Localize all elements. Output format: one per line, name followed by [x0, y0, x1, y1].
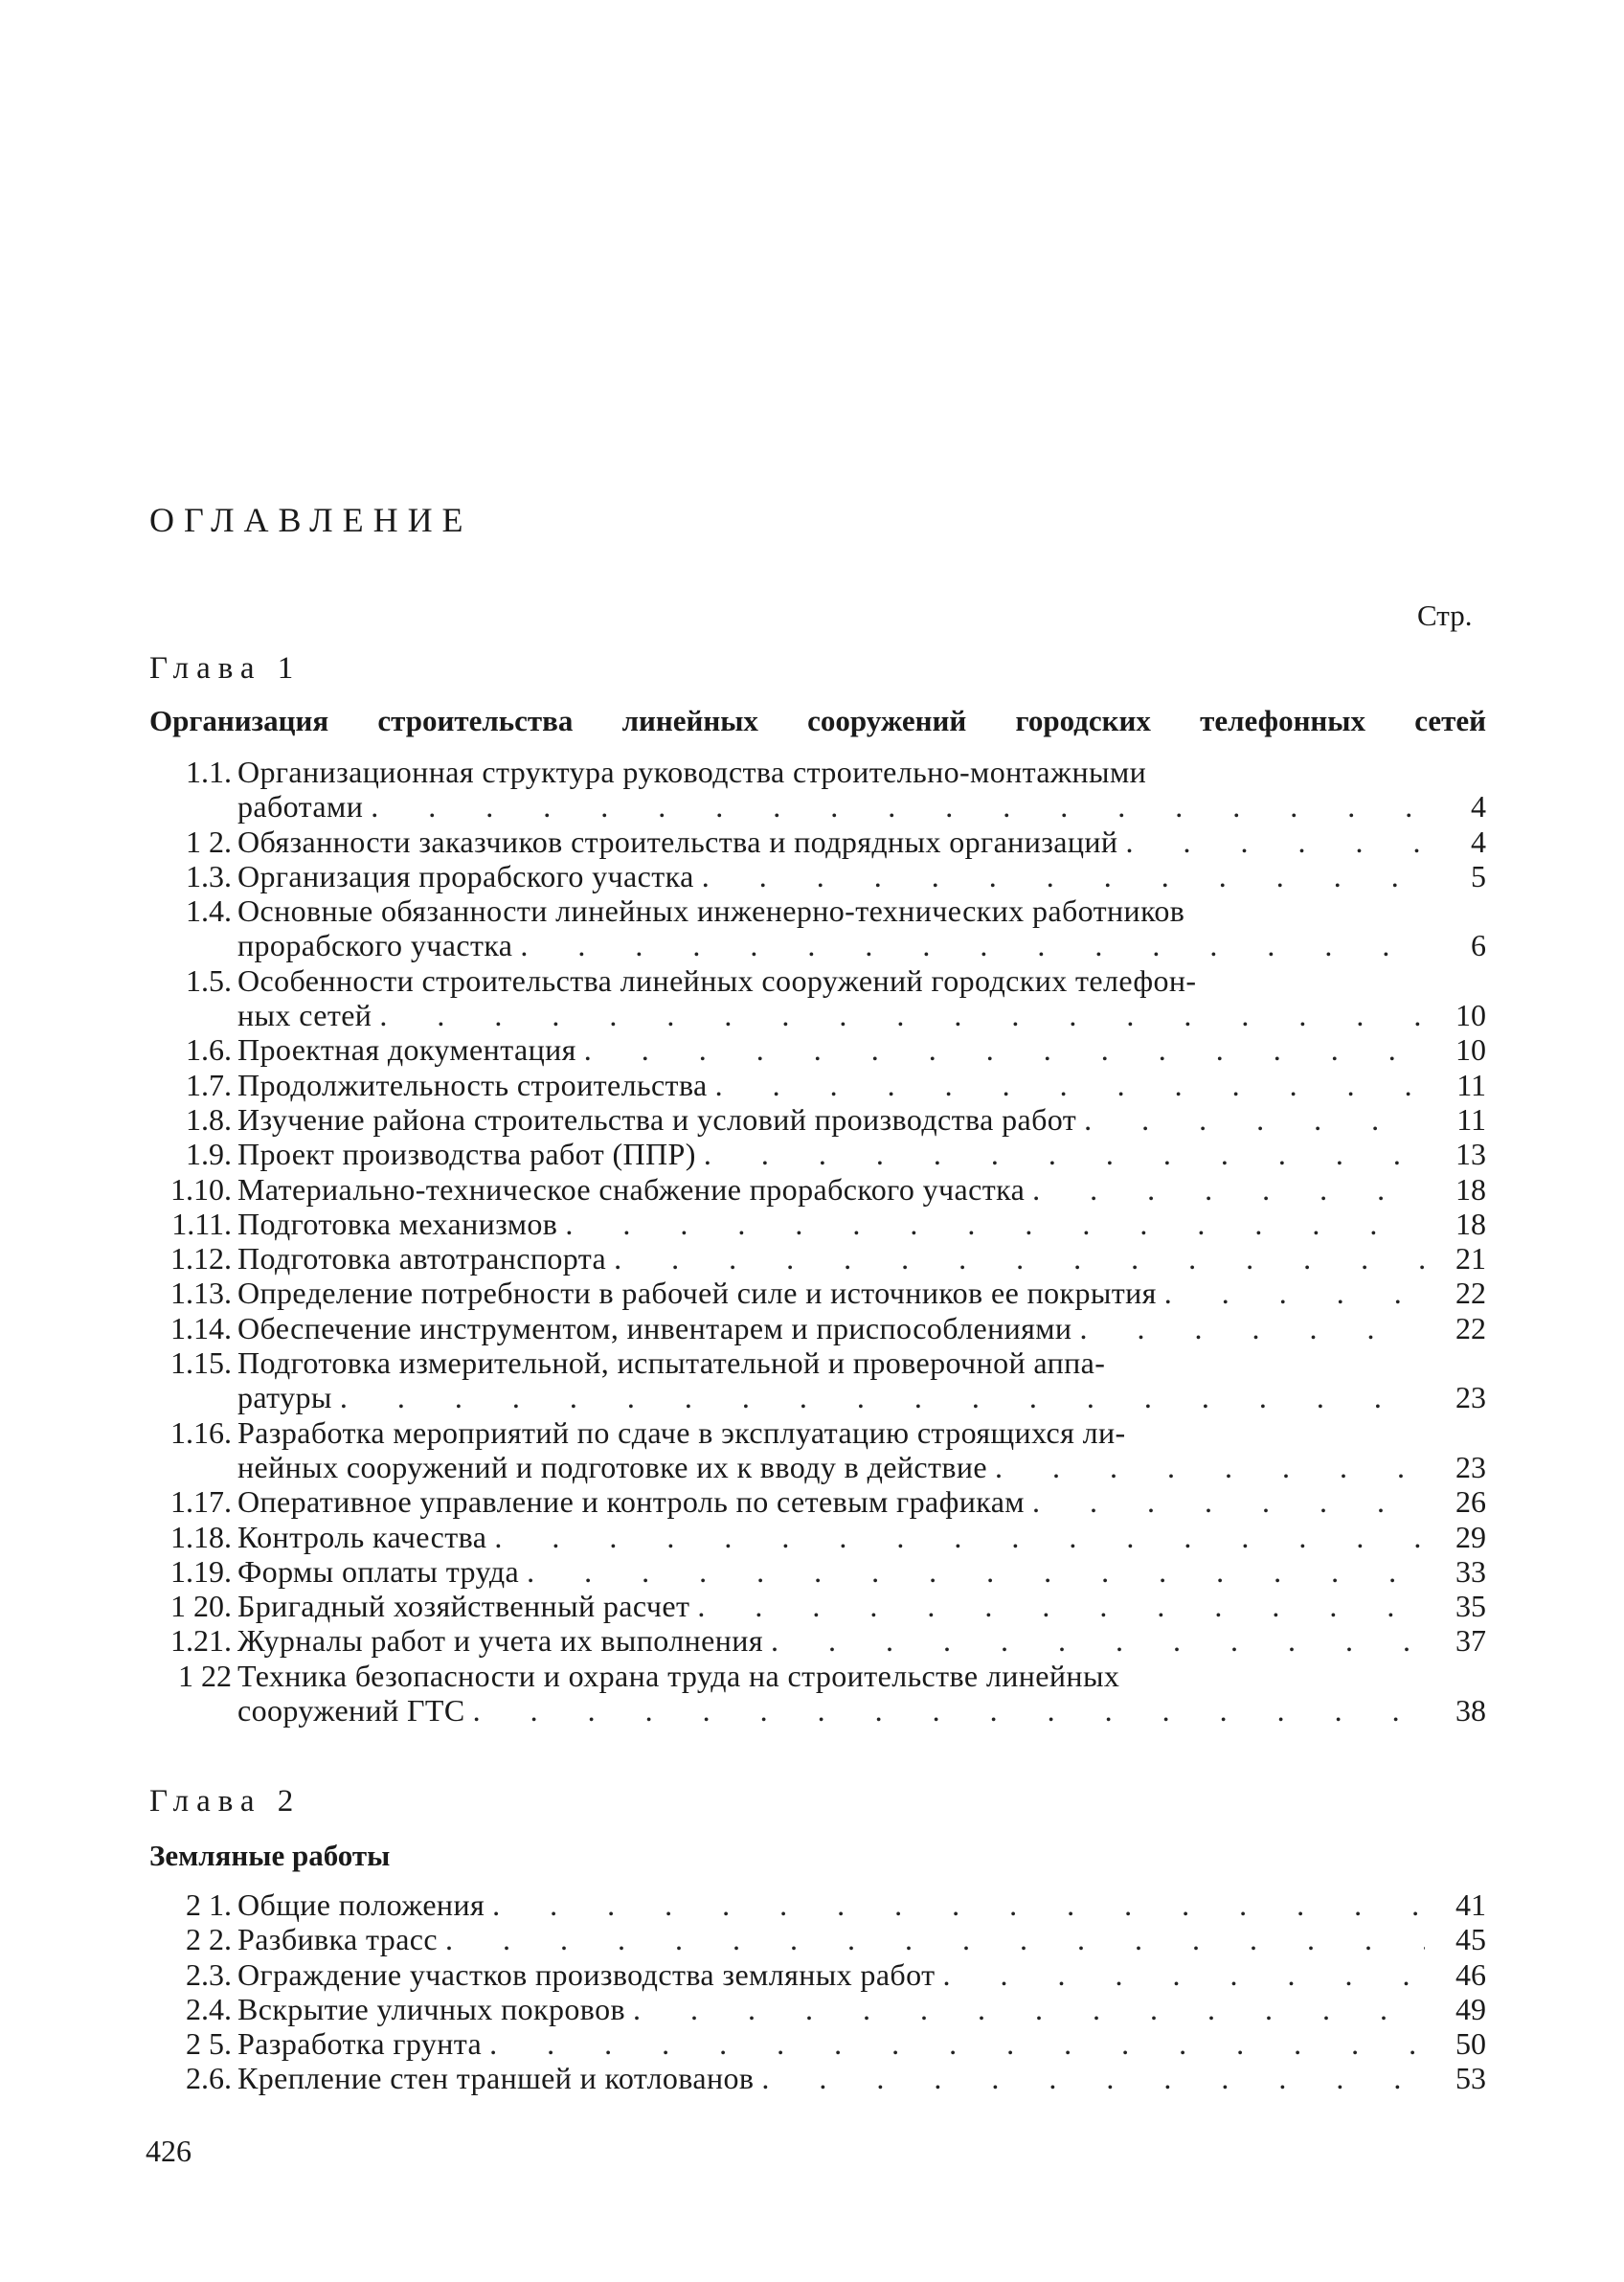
toc-entry-title-line: Обеспечение инструментом, инвентарем и приспособлениями [237, 1310, 1072, 1345]
toc-entry-title [237, 1659, 1438, 1728]
toc-entry-title [237, 1032, 1438, 1067]
toc-entry-last-line [237, 1102, 1438, 1137]
chapter-title-2: Земляные работы [149, 1839, 391, 1872]
toc-entry-title-line: работами [237, 789, 364, 825]
toc-entry-last-line [237, 1241, 1438, 1276]
dot-leader [520, 928, 1425, 962]
toc-entry-number: 1.11. [171, 1206, 232, 1241]
dot-leader [489, 2026, 1425, 2061]
dot-leader [1084, 1102, 1425, 1137]
toc-entry-last-line [237, 1623, 1438, 1658]
toc-entry-title [237, 1554, 1438, 1589]
toc-entry [149, 1957, 1486, 1992]
toc-entry [149, 1484, 1486, 1519]
toc-entry-title-line: Разбивка трасс [237, 1922, 439, 1957]
toc-entry-title-line: Разработка грунта [237, 2026, 483, 2062]
toc-entry-number: 1.8. [186, 1101, 232, 1137]
toc-entry-title [237, 1589, 1438, 1623]
toc-entry-title [237, 1241, 1438, 1276]
toc-entry-last-line [237, 1276, 1438, 1310]
toc-entry-title-line: Проект производства работ (ППР) [237, 1137, 696, 1172]
toc-entry [149, 755, 1486, 825]
toc-entry-page: 18 [1455, 1206, 1486, 1241]
toc-entry-number: 1.7. [186, 1067, 232, 1102]
toc-entry-title-line: ных сетей [237, 998, 372, 1033]
toc-entry [149, 893, 1486, 963]
toc-entry-last-line [237, 928, 1438, 962]
toc-entry-title [237, 963, 1438, 1033]
toc-entry [149, 1276, 1486, 1310]
toc-entry-page: 53 [1455, 2061, 1486, 2096]
toc-entry-last-line [237, 2061, 1438, 2095]
dot-leader [445, 1922, 1425, 1956]
toc-entry [149, 1922, 1486, 1956]
toc-entry-page: 23 [1455, 1380, 1486, 1415]
toc-entry-title [237, 893, 1438, 963]
toc-entry-title-line: Контроль качества [237, 1519, 487, 1554]
toc-entry-title-line: нейных сооружений и подготовке их к вводу в действие [237, 1449, 988, 1484]
toc-entry-title-line: Организация прорабского участка [237, 858, 694, 893]
toc-entry-page: 11 [1456, 1067, 1486, 1102]
toc-entry [149, 1415, 1486, 1485]
toc-entry [149, 1992, 1486, 2026]
dot-leader [1032, 1484, 1425, 1519]
toc-entry-title [237, 1345, 1438, 1415]
toc-entry [149, 859, 1486, 893]
dot-leader [565, 1207, 1425, 1241]
toc-entry-title-line: Подготовка автотранспорта [237, 1241, 607, 1277]
dot-leader [527, 1554, 1425, 1589]
toc-entry-title [237, 1887, 1438, 1922]
chapter-label-2: Глава 2 [149, 1784, 302, 1819]
toc-entry-page: 50 [1455, 2026, 1486, 2062]
toc-entry-title [237, 755, 1438, 825]
toc-entry [149, 1172, 1486, 1207]
dot-leader [371, 789, 1425, 824]
dot-leader [715, 1068, 1425, 1102]
toc-entry [149, 1032, 1486, 1067]
page-title: ОГЛАВЛЕНИЕ [149, 501, 473, 539]
toc-entry [149, 1137, 1486, 1171]
toc-entry-page: 35 [1455, 1589, 1486, 1624]
toc-entry [149, 1623, 1486, 1658]
toc-entry-title-line: Журналы работ и учета их выполнения [237, 1623, 763, 1659]
toc-entry-title-line: ратуры [237, 1380, 332, 1415]
toc-entry [149, 825, 1486, 859]
toc-entry-last-line [237, 1887, 1438, 1922]
toc-entry-number: 1.1. [186, 755, 232, 789]
toc-entry-title-line: Техника безопасности и охрана труда на строительстве линейных [237, 1658, 1120, 1693]
toc-entry-title-line: сооружений ГТС [237, 1693, 465, 1728]
toc-entry-title [237, 1623, 1438, 1658]
toc-entry-title-line: Проектная документация [237, 1032, 576, 1068]
dot-leader [702, 859, 1425, 893]
dot-leader [1164, 1276, 1425, 1310]
toc-entry-last-line [237, 1032, 1438, 1067]
dot-leader [633, 1992, 1425, 2026]
toc-entry [149, 1068, 1486, 1102]
toc-entry-page: 22 [1455, 1276, 1486, 1311]
toc-entry-number: 1.6. [186, 1032, 232, 1068]
toc-entry-page: 10 [1455, 998, 1486, 1033]
chapter-label-1: Глава 1 [149, 651, 302, 686]
toc-entry-last-line [237, 825, 1438, 859]
toc-entry-title-line: Ограждение участков производства земляных работ [237, 1956, 936, 1992]
toc-list-chapter-2 [149, 1887, 1486, 2096]
toc-entry-last-line [237, 1311, 1438, 1345]
toc-entry-title-line: Изучение района строительства и условий производства работ [237, 1101, 1077, 1137]
toc-entry-title [237, 2026, 1438, 2061]
toc-entry-title [237, 1311, 1438, 1345]
toc-entry-last-line [237, 1957, 1438, 1992]
toc-entry-title-line: Особенности строительства линейных сооружений городских телефон- [237, 962, 1197, 998]
toc-entry-number: 1.19. [170, 1553, 232, 1589]
toc-entry-title-line: прорабского участка [237, 928, 513, 963]
toc-entry-title [237, 1068, 1438, 1102]
toc-entry-page: 18 [1455, 1171, 1486, 1207]
dot-leader [1079, 1311, 1425, 1345]
toc-entry [149, 1554, 1486, 1589]
toc-entry-title [237, 1520, 1438, 1554]
dot-leader [995, 1450, 1425, 1484]
dot-leader [494, 1520, 1425, 1554]
toc-entry-page: 10 [1455, 1032, 1486, 1068]
dot-leader [340, 1380, 1425, 1414]
toc-entry-last-line [237, 1922, 1438, 1956]
toc-entry-title [237, 2061, 1438, 2095]
toc-entry-page: 26 [1455, 1484, 1486, 1520]
toc-entry-title [237, 825, 1438, 859]
dot-leader [379, 998, 1425, 1032]
toc-entry [149, 1520, 1486, 1554]
dot-leader [942, 1957, 1425, 1992]
toc-entry-number: 1 2. [186, 824, 232, 859]
toc-entry-last-line [237, 2026, 1438, 2061]
toc-entry-number: 2 2. [186, 1922, 232, 1957]
dot-leader [473, 1693, 1425, 1728]
dot-leader [771, 1623, 1425, 1658]
toc-entry-page: 46 [1455, 1956, 1486, 1992]
toc-entry-page: 21 [1455, 1241, 1486, 1277]
toc-entry-last-line [237, 1137, 1438, 1171]
toc-entry-number: 1.13. [170, 1276, 232, 1311]
toc-entry-number: 1.16. [170, 1414, 232, 1450]
toc-entry-title [237, 1137, 1438, 1171]
toc-entry-last-line [237, 998, 1438, 1032]
toc-entry [149, 1887, 1486, 1922]
toc-entry-title [237, 1415, 1438, 1485]
chapter-title-1: Организация строительства линейных сооружений городских телефонных сетей [149, 704, 1486, 737]
toc-entry-page: 4 [1471, 824, 1486, 859]
toc-entry [149, 1207, 1486, 1241]
toc-entry-page: 38 [1455, 1693, 1486, 1728]
toc-entry-title-line: Крепление стен траншей и котлованов [237, 2061, 755, 2096]
toc-entry-title [237, 1992, 1438, 2026]
toc-entry-last-line [237, 1450, 1438, 1484]
toc-entry-page: 37 [1455, 1623, 1486, 1659]
toc-entry-title [237, 1922, 1438, 1956]
dot-leader [614, 1241, 1425, 1276]
toc-entry-last-line [237, 1520, 1438, 1554]
toc-entry-title-line: Основные обязанности линейных инженерно-технических работников [237, 893, 1185, 929]
toc-entry-page: 13 [1455, 1137, 1486, 1172]
page-number: 426 [146, 2134, 192, 2168]
page-column-header: Стр. [1417, 599, 1473, 632]
toc-entry-page: 33 [1455, 1553, 1486, 1589]
toc-entry [149, 2026, 1486, 2061]
toc-entry-title-line: Бригадный хозяйственный расчет [237, 1589, 690, 1624]
toc-entry-page: 6 [1471, 928, 1486, 963]
toc-entry-number: 2.6. [186, 2061, 232, 2096]
toc-entry-last-line [237, 1992, 1438, 2026]
toc-entry-page: 45 [1455, 1922, 1486, 1957]
toc-entry [149, 1311, 1486, 1345]
toc-entry-title-line: Организационная структура руководства строительно-монтажными [237, 755, 1147, 789]
toc-entry-title-line: Оперативное управление и контроль по сетевым графикам [237, 1484, 1025, 1520]
toc-entry-number: 1.15. [170, 1345, 232, 1381]
toc-entry-page: 23 [1455, 1449, 1486, 1484]
toc-entry-number: 1.12. [170, 1241, 232, 1277]
dot-leader [1032, 1172, 1425, 1207]
toc-entry [149, 1589, 1486, 1623]
toc-entry-last-line [237, 1693, 1438, 1728]
toc-entry-number: 1 20. [170, 1589, 232, 1624]
dot-leader [761, 2061, 1425, 2095]
toc-entry-title [237, 1207, 1438, 1241]
toc-entry-number: 1.10. [170, 1171, 232, 1207]
toc-entry-title [237, 1102, 1438, 1137]
toc-entry-last-line [237, 859, 1438, 893]
dot-leader [704, 1137, 1425, 1171]
toc-entry-last-line [237, 1207, 1438, 1241]
dot-leader [492, 1887, 1425, 1922]
toc-entry-last-line [237, 1484, 1438, 1519]
toc-entry-title [237, 1276, 1438, 1310]
toc-entry-number: 1.17. [170, 1484, 232, 1520]
toc-list-chapter-1 [149, 755, 1486, 1728]
toc-entry-page: 22 [1455, 1310, 1486, 1345]
toc-entry-number: 1.18. [170, 1519, 232, 1554]
toc-entry [149, 2061, 1486, 2095]
toc-entry-last-line [237, 789, 1438, 824]
toc-entry-number: 1.14. [170, 1310, 232, 1345]
toc-entry-page: 29 [1455, 1519, 1486, 1554]
toc-entry-title [237, 1484, 1438, 1519]
toc-entry-number: 2.4. [186, 1991, 232, 2026]
toc-entry-last-line [237, 1068, 1438, 1102]
dot-leader [584, 1032, 1425, 1067]
toc-entry-title-line: Разработка мероприятий по сдаче в эксплуатацию строящихся ли- [237, 1414, 1126, 1450]
toc-entry [149, 1345, 1486, 1415]
toc-entry-page: 49 [1455, 1991, 1486, 2026]
toc-entry [149, 1241, 1486, 1276]
toc-entry-number: 2 5. [186, 2026, 232, 2062]
toc-entry-last-line [237, 1589, 1438, 1623]
toc-entry-number: 1.5. [186, 962, 232, 998]
toc-entry [149, 963, 1486, 1033]
toc-entry-last-line [237, 1172, 1438, 1207]
toc-entry-title-line: Вскрытие уличных покровов [237, 1991, 625, 2026]
toc-entry-last-line [237, 1380, 1438, 1414]
toc-entry-number: 1 22 [178, 1658, 232, 1693]
toc-entry-page: 41 [1455, 1887, 1486, 1922]
toc-entry-title [237, 1172, 1438, 1207]
toc-entry-title-line: Подготовка измерительной, испытательной и проверочной аппа- [237, 1345, 1106, 1381]
toc-entry-title-line: Подготовка механизмов [237, 1206, 558, 1241]
toc-entry-number: 1.21. [170, 1623, 232, 1659]
toc-entry-title-line: Обязанности заказчиков строительства и подрядных организаций [237, 824, 1118, 859]
toc-entry [149, 1102, 1486, 1137]
dot-leader [697, 1589, 1425, 1623]
toc-entry-number: 1.9. [186, 1137, 232, 1172]
toc-entry-title-line: Материально-техническое снабжение прорабского участка [237, 1171, 1026, 1207]
toc-entry-number: 1.4. [186, 893, 232, 929]
toc-entry-number: 2.3. [186, 1956, 232, 1992]
toc-entry-title [237, 1957, 1438, 1992]
toc-entry-page: 11 [1456, 1101, 1486, 1137]
toc-entry-number: 2 1. [186, 1887, 232, 1922]
toc-entry-page: 5 [1471, 858, 1486, 893]
toc-entry [149, 1659, 1486, 1728]
toc-entry-title-line: Определение потребности в рабочей силе и источников ее покрытия [237, 1276, 1157, 1311]
toc-entry-title [237, 859, 1438, 893]
toc-entry-title-line: Общие положения [237, 1887, 485, 1922]
toc-entry-title-line: Формы оплаты труда [237, 1553, 520, 1589]
toc-entry-page: 4 [1471, 789, 1486, 825]
toc-entry-last-line [237, 1554, 1438, 1589]
dot-leader [1125, 825, 1425, 859]
toc-entry-title-line: Продолжительность строительства [237, 1067, 708, 1102]
toc-entry-number: 1.3. [186, 858, 232, 893]
